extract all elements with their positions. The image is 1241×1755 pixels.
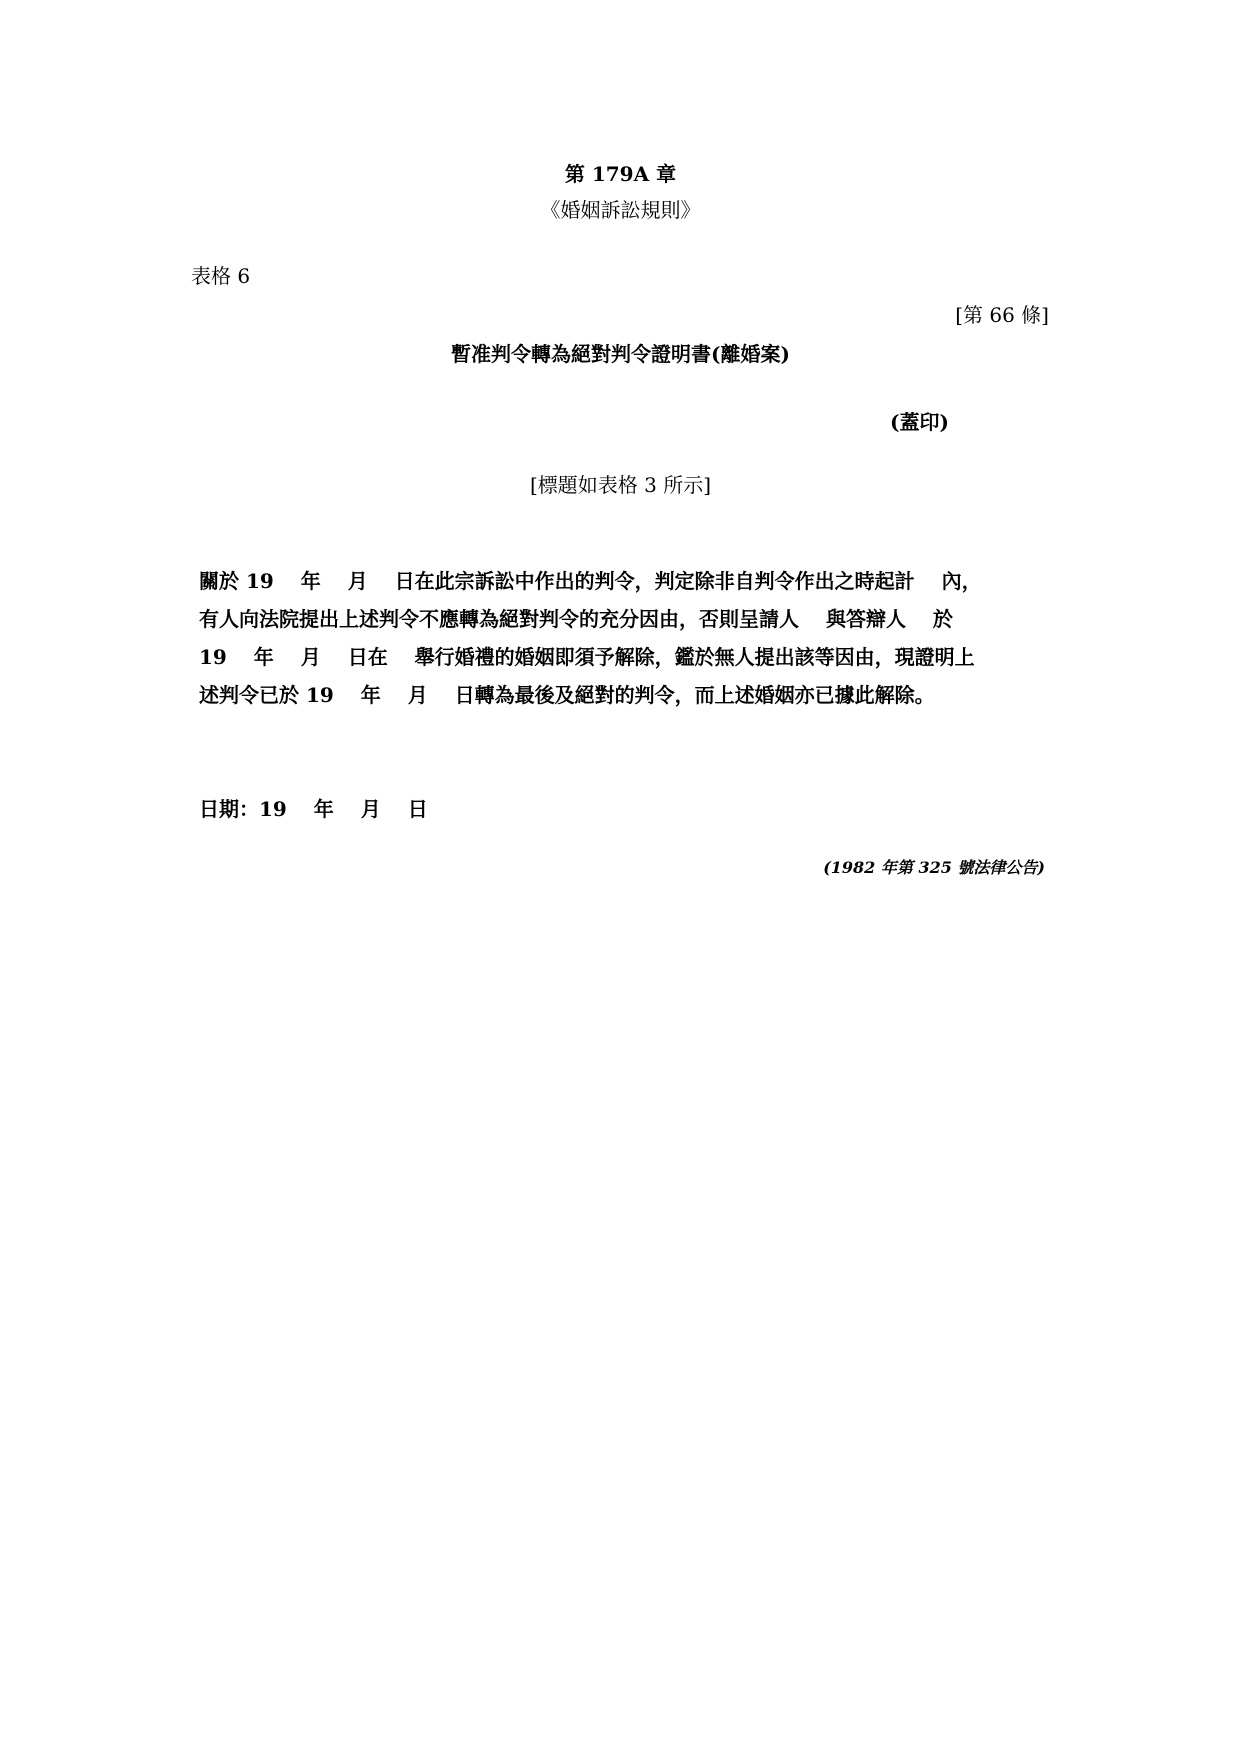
heading-reference: [標題如表格 3 所示] [529, 473, 712, 497]
date-line: 日期：19 年 月 日 [199, 797, 428, 821]
body-line: 關於 19 年 月 日在此宗訴訟中作出的判令，判定除非自判令作出之時起計 內， [199, 569, 982, 593]
certificate-title: 暫准判令轉為絕對判令證明書(離婚案) [451, 342, 790, 366]
certificate-body [199, 562, 1079, 714]
seal-label: (蓋印) [890, 410, 949, 434]
ordinance-title: 《婚姻訴訟規則》 [540, 198, 701, 222]
gazette-note: (1982 年第 325 號法律公告) [823, 858, 1045, 877]
form-number: 表格 6 [191, 264, 251, 288]
rule-reference: [第 66 條] [955, 303, 1049, 327]
body-line: 19 年 月 日在 舉行婚禮的婚姻即須予解除，鑑於無人提出該等因由，現證明上 [199, 645, 975, 669]
body-line: 述判令已於 19 年 月 日轉為最後及絕對的判令，而上述婚姻亦已據此解除。 [199, 683, 935, 707]
body-line: 有人向法院提出上述判令不應轉為絕對判令的充分因由，否則呈請人 與答辯人 於 [199, 607, 953, 631]
chapter-heading: 第 179A 章 [564, 162, 677, 186]
